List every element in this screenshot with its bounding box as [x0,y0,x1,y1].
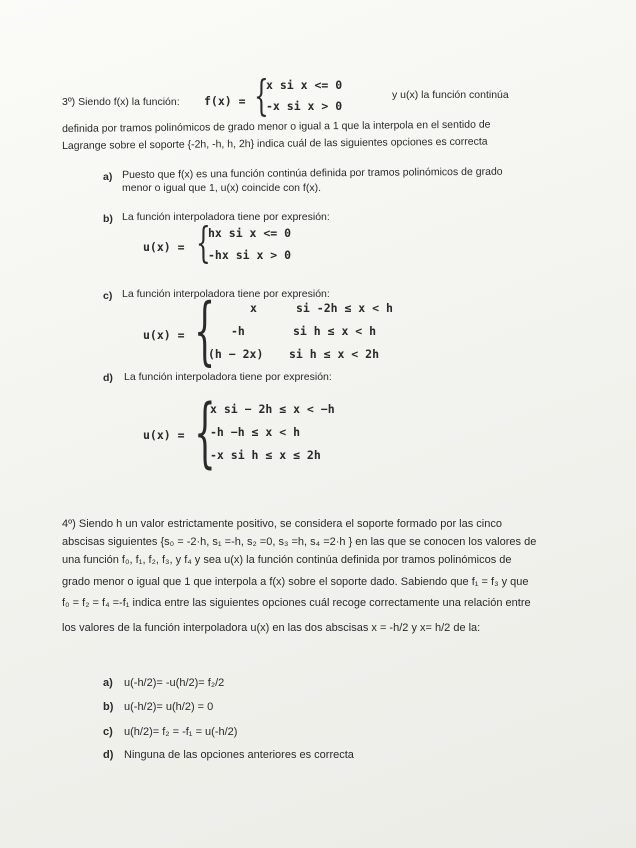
q3-option-b-brace: { [196,218,211,267]
q3-option-c-case1-expr: x [250,301,257,315]
q3-option-b-label: b) [103,213,113,225]
q3-fx-case2: -x si x > 0 [266,99,343,113]
q3-option-d-case1: x si − 2h ≤ x < −h [210,402,335,416]
q4-option-b-label: b) [103,701,114,713]
q3-option-d-text: La función interpoladora tiene por expresión: [124,371,332,383]
q3-fx-case1: x si x <= 0 [266,78,343,92]
q4-line3: una función f₀, f₁, f₂, f₃, y f₄ y sea u(x) la función continúa definida por tramos polinómicos de [62,554,512,566]
q3-intro-suffix: y u(x) la función continúa [392,89,509,101]
q3-option-c-lhs: u(x) = [143,328,185,342]
q3-option-d-lhs: u(x) = [143,428,185,442]
q3-option-c-text: La función interpoladora tiene por expresión: [122,288,330,300]
q3-option-b-text: La función interpoladora tiene por expresión: [122,211,330,223]
q3-option-c-case2-cond: si h ≤ x < h [293,324,377,338]
q4-option-a-text: u(-h/2)= -u(h/2)= f₂/2 [124,677,225,689]
q3-option-a-line2: menor o igual que 1, u(x) coincide con f(x). [122,182,322,194]
q3-option-c-label: c) [103,290,113,302]
q4-line5: f₀ = f₂ = f₄ =-f₁ indica entre las siguientes opciones cuál recoge correctamente una relación entre [62,597,531,609]
q3-option-a-line1: Puesto que f(x) es una función continúa definida por tramos polinómicos de grado [121,165,503,181]
q3-option-c-case1-cond: si -2h ≤ x < h [296,301,393,315]
q4-line4: grado menor o igual que 1 que interpola a f(x) sobre el soporte dado. Sabiendo que f₁ = f₃ y que [62,576,529,588]
q3-option-a-label: a) [103,171,113,183]
q4-option-b-text: u(-h/2)= u(h/2) = 0 [124,701,214,713]
q4-option-d-text: Ninguna de las opciones anteriores es correcta [124,749,354,761]
q3-line3: Lagrange sobre el soporte {-2h, -h, h, 2h} indica cuál de las siguientes opciones es correcta [61,135,488,152]
q3-option-b-case2: -hx si x > 0 [208,248,292,262]
q3-option-b-case1: hx si x <= 0 [208,226,292,240]
q4-line1: 4º) Siendo h un valor estrictamente positivo, se considera el soporte formado por las cinco [62,518,502,530]
q3-option-d-case2: -h −h ≤ x < h [210,425,301,439]
q4-line2: abscisas siguientes {s₀ = -2·h, s₁ =-h, s₂ =0, s₃ =h, s₄ =2·h } en las que se conocen los valores de [62,536,537,548]
q3-option-d-case3: -x si h ≤ x ≤ 2h [210,448,321,462]
q3-option-d-brace: { [194,387,216,476]
q3-intro-prefix: 3º) Siendo f(x) la función: [62,96,180,108]
q3-option-b-lhs: u(x) = [143,240,185,254]
q3-line2: definida por tramos polinómicos de grado menor o igual a 1 que la interpola en el sentido de [61,118,491,135]
q3-option-d-label: d) [103,372,113,384]
q3-option-c-case3-expr: (h − 2x) [208,347,264,361]
q4-option-d-label: d) [103,749,114,761]
q4-line6: los valores de la función interpoladora u(x) en las dos abscisas x = -h/2 y x= h/2 de la: [62,622,481,634]
q4-option-c-text: u(h/2)= f₂ = -f₁ = u(-h/2) [124,726,238,738]
q3-option-c-case3-cond: si h ≤ x < 2h [289,347,380,361]
q4-option-c-label: c) [103,726,113,738]
q4-option-a-label: a) [103,677,113,689]
q3-option-c-case2-expr: -h [231,324,245,338]
q3-fx-brace: { [254,71,269,120]
q3-option-c-brace: { [194,288,216,374]
q3-fx-lhs: f(x) = [204,94,246,108]
